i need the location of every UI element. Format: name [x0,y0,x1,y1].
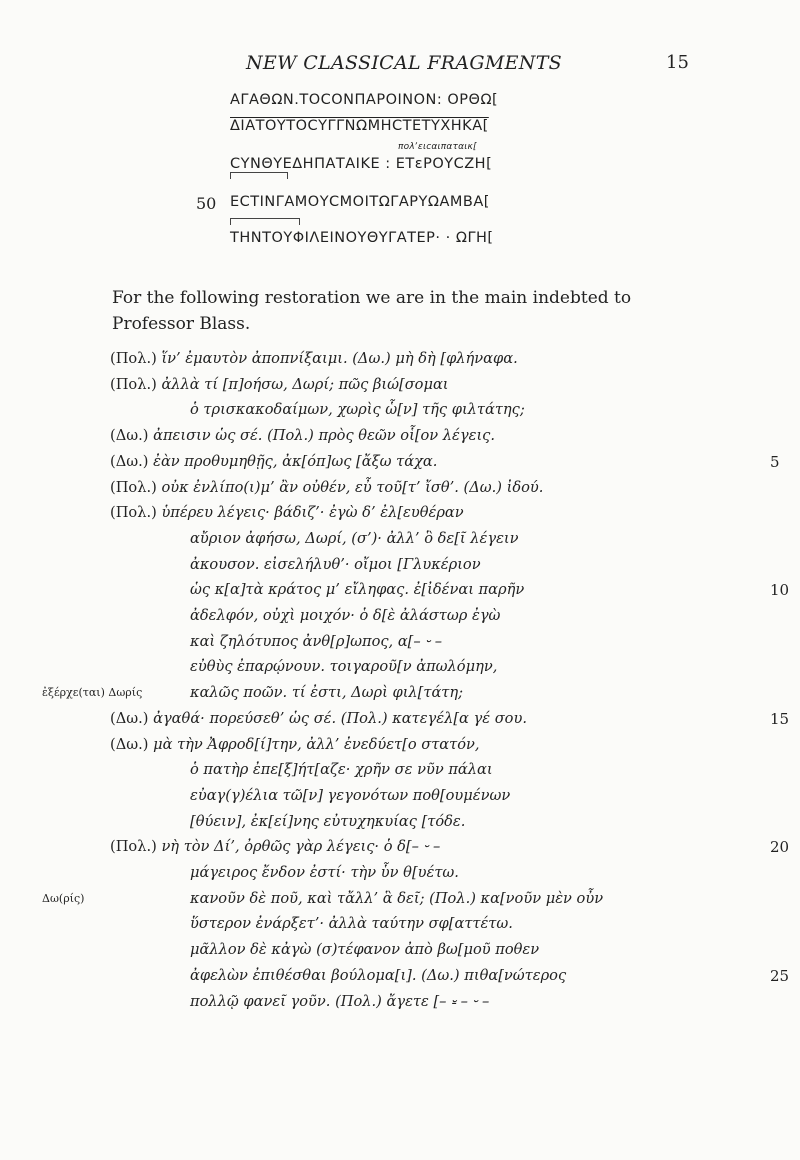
verse-line [110,479,690,503]
papyrus-transcription [0,90,800,280]
verse-line [110,350,690,374]
verse-line [110,787,690,811]
line-number: 25 [770,967,790,985]
verse-text: ἀλλὰ τί [π]οήσω, Δωρί; πῶς βιώ[σομαι [161,376,449,393]
papyrus-superscript-line: πολʼειϲαιπαταικ[ [398,142,477,152]
speaker-label: (Πολ.) [110,838,162,855]
verse-line [110,633,690,657]
verse-text: ἵν’ ἐμαυτὸν ἀποπνίξαιμι. (Δω.) μὴ δὴ [φλήναφα. [161,350,518,367]
verse-line [110,941,690,965]
verse-line [110,376,690,400]
verse-line [110,967,690,991]
speaker-label: (Δω.) [110,453,154,470]
verse-text: κανοῦν δὲ ποῦ, καὶ τἄλλ’ ἃ δεῖ; (Πολ.) κα[νοῦν μὲν οὖν [190,890,604,907]
verse-text: οὐκ ἐνλίπο(ι)μ’ ἂν οὐθέν, εὖ τοῦ[τ’ ἴσθ’. (Δω.) ἰδού. [161,479,544,496]
verse-line [110,684,690,708]
margin-note: ἐξέρχε(ται) Δωρίς [42,686,143,699]
verse-line [110,658,690,682]
speaker-label: (Πολ.) [110,479,162,496]
verse-line [110,453,690,477]
speaker-label: (Δω.) [110,736,154,753]
verse-line [110,890,690,914]
verse-text: [θύειν], ἐκ[εί]νης εὐτυχηκυίας [τόδε. [190,813,466,830]
margin-note: Δω(ρίς) [42,892,85,905]
verse-text: ἀδελφόν, οὐχὶ μοιχόν· ὁ δ[ὲ ἀλάστωρ ἐγὼ [190,607,501,624]
verse-line [110,556,690,580]
verse-line [110,736,690,760]
line-number: 10 [770,581,790,599]
verse-text: μάγειρος ἔνδον ἐστί· τὴν ὗν θ[υέτω. [190,864,459,881]
verse-text: εὐθὺς ἐπαρῴνουν. τοιγαροῦ[ν ἀπωλόμην, [190,658,498,675]
running-title: NEW CLASSICAL FRAGMENTS [246,52,562,74]
verse-line [110,607,690,631]
verse-text: ὁ τρισκακοδαίμων, χωρὶς ὧ[ν] τῆς φιλτάτης; [190,401,525,418]
verse-text: ἀκουσον. εἰσελήλυθ’· οἴμοι [Γλυκέριον [190,556,481,573]
papyrus-line: ΔΙΑΤΟΥΤΟϹΥΓΓΝΩΜΗϹΤΕΤΥΧΗΚΑ[ [230,118,489,134]
verse-line [110,427,690,451]
verse-line [110,813,690,837]
introduction-note: For the following restoration we are in the main indebted to Professor Blass. [112,288,632,334]
speaker-label: (Πολ.) [110,376,162,393]
verse-text: νὴ τὸν Δί’, ὀρθῶς γὰρ λέγεις· ὁ δ[– ⏑ – [161,838,441,855]
verse-text: ὡς κ[α]τὰ κράτος μ’ εἴληφας. ἐ[ἰδέναι παρῆν [190,581,525,598]
verse-line [110,710,690,734]
verse-line [110,993,690,1017]
verse-text: ἀγαθά· πορεύσεθ’ ὡς σέ. (Πολ.) κατεγέλ[α γέ σου. [153,710,527,727]
verse-line [110,915,690,939]
verse-line [110,864,690,888]
papyrus-paragraphos-mark [230,172,288,179]
speaker-label: (Δω.) [110,710,154,727]
papyrus-line: ΤΗΝΤΟΥΦΙΛΕΙΝΟΥΘΥΓΑΤΕΡ· · ΩΓΗ[ [230,230,494,246]
papyrus-line-number: 50 [196,194,217,213]
verse-text: ὕστερον ἐνάρξετ’· ἀλλὰ ταύτην σφ[αττέτω. [190,915,513,932]
line-number: 5 [770,453,780,471]
verse-text: καλῶς ποῶν. τί ἐστι, Δωρὶ φιλ[τάτη; [190,684,464,701]
verse-text: ἀπεισιν ὡς σέ. (Πολ.) πρὸς θεῶν οἷ[ον λέγεις. [153,427,495,444]
verse-line [110,761,690,785]
verse-text: ὁ πατὴρ ἐπε[ξ]ήτ[αζε· χρῆν σε νῦν πάλαι [190,761,493,778]
papyrus-line: ΕϹΤΙΝΓΑΜΟΥϹΜΟΙΤΩΓΑΡΥΩΑΜΒΑ[ [230,194,490,210]
papyrus-paragraphos-mark [230,218,300,225]
verse-text: ἐὰν προθυμηθῇς, ἀκ[όπ]ως [ἄξω τάχα. [153,453,438,470]
speaker-label: (Πολ.) [110,350,162,367]
verse-line [110,530,690,554]
verse-text: εὐαγ(γ)έλια τῶ[ν] γεγονότων ποθ[ουμένων [190,787,511,804]
verse-text: πολλῷ φανεῖ γοῦν. (Πολ.) ἄγετε [– ⏓ – ⏑ – [190,993,490,1010]
verse-text: ἀφελὼν ἐπιθέσθαι βούλομα[ι]. (Δω.) πιθα[νώτερος [190,967,567,984]
page-number: 15 [666,52,689,73]
verse-line [110,401,690,425]
verse-text: καὶ ζηλότυπος ἀνθ[ρ]ωπος, α[– ⏑ – [190,633,443,650]
speaker-label: (Πολ.) [110,504,162,521]
page-header [0,52,800,82]
line-number: 15 [770,710,790,728]
speaker-label: (Δω.) [110,427,154,444]
verse-line [110,838,690,862]
verse-line [110,504,690,528]
verse-text: μᾶλλον δὲ κἀγὼ (σ)τέφανον ἀπὸ βω[μοῦ ποθεν [190,941,540,958]
line-number: 20 [770,838,790,856]
papyrus-line: ϹΥΝΘΥΕΔΗΠΑΤΑΙΚΕ : ΕΤεΡΟΥϹΖΗ[ [230,156,493,172]
verse-text: ὑπέρευ λέγεις· βάδιζ’· ἐγὼ δ’ ἐλ[ευθέραν [161,504,464,521]
verse-text: αὔριον ἀφήσω, Δωρί, (σ’)· ἀλλ’ ὃ δε[ῖ λέγειν [190,530,519,547]
verse-line [110,581,690,605]
verse-text: μὰ τὴν Ἀφροδ[ί]την, ἀλλ’ ἐνεδύετ[ο στατόν, [153,736,480,753]
papyrus-line: ΑΓΑΘΩΝ.ΤΟϹΟΝΠΑΡΟΙΝΟΝ: ΟΡΘΩ[ [230,92,499,108]
